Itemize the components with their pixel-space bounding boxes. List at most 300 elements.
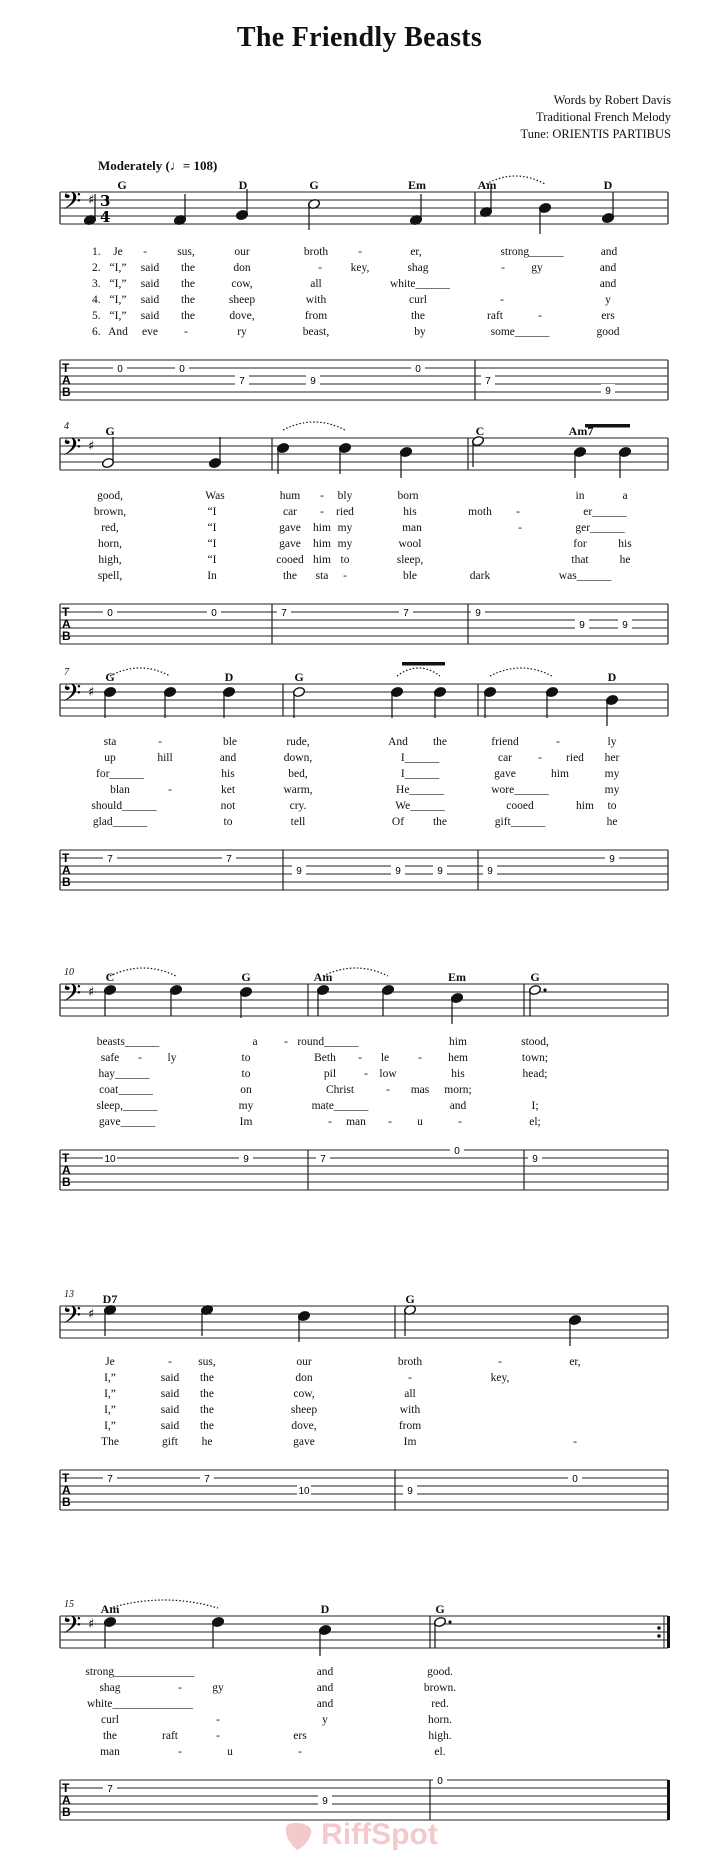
lyric-syllable: a <box>622 490 628 502</box>
tab-fret-number: 0 <box>572 1474 578 1485</box>
lyric-syllable: he <box>201 1436 213 1448</box>
chord-symbol: Em <box>408 178 426 192</box>
lyric-syllable: a <box>252 1036 258 1048</box>
lyric-syllable: - <box>386 1084 390 1096</box>
tab-clef-letter: A <box>62 1483 71 1497</box>
key-signature-sharp-icon: ♯ <box>88 1617 95 1632</box>
lyric-syllable: gave <box>279 522 301 534</box>
lyric-syllable: with <box>399 1404 421 1416</box>
lyric-syllable: - <box>168 1356 172 1368</box>
lyric-syllable: bed, <box>288 768 308 780</box>
chord-symbol: C <box>475 424 485 438</box>
chord-symbol: Am <box>100 1602 120 1616</box>
tab-fret-number: 0 <box>454 1146 460 1157</box>
lyric-syllable: He______ <box>396 784 444 796</box>
tab-fret-number: 9 <box>322 1796 328 1807</box>
lyric-syllable: to <box>241 1068 251 1080</box>
tab-fret-number: 9 <box>310 376 316 387</box>
lyric-syllable: Im <box>239 1116 253 1128</box>
lyric-syllable: rude, <box>286 736 310 748</box>
lyric-syllable: I,” <box>104 1388 116 1400</box>
lyric-syllable: ers <box>601 310 615 322</box>
lyric-syllable: and <box>219 752 237 764</box>
lyric-syllable: from <box>304 310 328 322</box>
tune-credit: Tune: ORIENTIS PARTIBUS <box>520 127 671 141</box>
lyric-syllable: and <box>316 1666 334 1678</box>
lyric-syllable: I; <box>531 1100 539 1112</box>
lyric-syllable: - <box>501 262 505 274</box>
lyric-syllable: warm, <box>283 784 313 796</box>
tab-clef-letter: B <box>62 1805 71 1819</box>
quarter-note-icon: ♩ <box>169 158 183 173</box>
lyric-syllable: - <box>500 294 504 306</box>
lyric-syllable: Beth <box>314 1052 336 1064</box>
tab-fret-number: 7 <box>226 854 232 865</box>
verse-number: 3. <box>92 278 101 290</box>
lyric-syllable: gift <box>162 1436 178 1448</box>
lyric-syllable: blan <box>110 784 130 796</box>
repeat-dot <box>657 1634 661 1638</box>
lyric-syllable: his <box>221 768 235 780</box>
tab-fret-number: 0 <box>179 364 185 375</box>
tab-fret-number: 9 <box>532 1154 538 1165</box>
lyric-syllable: by <box>414 326 426 338</box>
lyric-syllable: that <box>571 554 589 566</box>
lyric-syllable: Christ <box>325 1084 355 1096</box>
lyric-syllable: er, <box>569 1356 581 1368</box>
lyric-syllable: gave <box>293 1436 315 1448</box>
measure-number: 13 <box>64 1289 74 1300</box>
key-signature-sharp-icon: ♯ <box>88 985 95 1000</box>
key-signature-sharp-icon: ♯ <box>88 439 95 454</box>
verse-number: 4. <box>92 294 101 306</box>
lyric-syllable: “I <box>207 538 217 550</box>
lyric-syllable: for <box>573 538 587 550</box>
lyric-syllable: dark <box>469 570 491 582</box>
bass-clef-icon: 𝄢 <box>62 1301 82 1336</box>
time-signature-bottom: 4 <box>100 208 111 226</box>
lyric-syllable: - <box>388 1116 392 1128</box>
lyric-syllable: mas <box>410 1084 430 1096</box>
lyric-syllable: - <box>284 1036 288 1048</box>
lyric-syllable: I,” <box>104 1372 116 1384</box>
lyric-syllable: cry. <box>289 800 307 812</box>
tab-fret-number: 7 <box>107 1474 113 1485</box>
tab-clef-letter: T <box>62 1151 70 1165</box>
tab-fret-number: 7 <box>107 854 113 865</box>
lyric-syllable: In <box>207 570 217 582</box>
tab-fret-number: 0 <box>415 364 421 375</box>
lyric-syllable: hill <box>157 752 173 764</box>
lyric-syllable: don <box>233 262 251 274</box>
lyric-syllable: - <box>178 1746 182 1758</box>
lyric-syllable: gave <box>494 768 516 780</box>
lyric-syllable: “I,” <box>109 294 127 306</box>
lyric-syllable: - <box>458 1116 462 1128</box>
lyric-syllable: - <box>364 1068 368 1080</box>
key-signature-sharp-icon: ♯ <box>88 685 95 700</box>
lyric-syllable: said <box>160 1420 180 1432</box>
lyric-syllable: our <box>234 246 250 258</box>
lyric-syllable: - <box>358 1052 362 1064</box>
tab-clef-letter: T <box>62 361 70 375</box>
lyric-syllable: the <box>432 816 448 828</box>
slur-dotted <box>110 1600 218 1608</box>
tab-clef-letter: T <box>62 605 70 619</box>
lyric-syllable: good. <box>427 1666 453 1678</box>
lyric-syllable: wool <box>398 538 422 550</box>
lyric-syllable: - <box>498 1356 502 1368</box>
lyric-syllable: morn; <box>444 1084 472 1096</box>
lyric-syllable: mate______ <box>311 1100 369 1112</box>
lyric-syllable: cow, <box>231 278 253 290</box>
lyric-syllable: “I <box>207 506 217 518</box>
lyric-syllable: ried <box>336 506 354 518</box>
lyric-syllable: up <box>104 752 116 764</box>
tab-fret-number: 9 <box>487 866 493 877</box>
lyric-syllable: cooed <box>506 800 534 812</box>
lyric-syllable: gave______ <box>98 1116 156 1128</box>
lyric-syllable: our <box>296 1356 312 1368</box>
lyric-syllable: gy <box>212 1682 224 1694</box>
slur-dotted <box>323 968 388 976</box>
lyric-syllable: shag <box>99 1682 121 1694</box>
lyric-syllable: - <box>138 1052 142 1064</box>
lyric-syllable: not <box>220 800 236 812</box>
chord-symbol: G <box>435 1602 445 1616</box>
tab-fret-number: 9 <box>605 386 611 397</box>
lyric-syllable: I______ <box>400 768 440 780</box>
lyric-syllable: said <box>140 278 160 290</box>
lyric-syllable: key, <box>490 1372 510 1384</box>
lyric-syllable: u <box>227 1746 233 1758</box>
lyric-syllable: red, <box>101 522 119 534</box>
lyric-syllable: “I <box>207 554 217 566</box>
slur-dotted <box>110 968 176 976</box>
lyric-syllable: le <box>380 1052 390 1064</box>
lyric-syllable: - <box>143 246 147 258</box>
lyric-syllable: down, <box>283 752 313 764</box>
lyric-syllable: - <box>216 1730 220 1742</box>
bass-clef-icon: 𝄢 <box>62 433 82 468</box>
lyric-syllable: er______ <box>583 506 627 518</box>
lyric-syllable: - <box>358 246 362 258</box>
lyric-syllable: should______ <box>91 800 157 812</box>
chord-symbol: D <box>607 670 617 684</box>
final-tab-barline <box>667 1780 670 1820</box>
chord-symbol: D <box>320 1602 330 1616</box>
tab-fret-number: 9 <box>579 620 585 631</box>
chord-symbol: G <box>405 1292 415 1306</box>
chord-symbol: G <box>117 178 127 192</box>
verse-number: 1. <box>92 246 101 258</box>
bass-clef-icon: 𝄢 <box>62 979 82 1014</box>
chord-symbol: G <box>105 424 115 438</box>
lyric-syllable: eve <box>142 326 158 338</box>
lyric-syllable: man <box>402 522 422 534</box>
measure-number: 7 <box>64 667 69 678</box>
lyric-syllable: said <box>160 1404 180 1416</box>
lyric-syllable: ry <box>237 326 247 338</box>
tab-fret-number: 9 <box>395 866 401 877</box>
lyric-syllable: horn, <box>98 538 122 550</box>
song-title: The Friendly Beasts <box>236 22 483 53</box>
lyric-syllable: the <box>199 1404 215 1416</box>
logo-text: RiffSpot <box>321 1818 438 1851</box>
key-signature-sharp-icon: ♯ <box>88 1307 95 1322</box>
note-beam <box>402 662 445 666</box>
lyric-syllable: him <box>551 768 569 780</box>
tab-fret-number: 0 <box>107 608 113 619</box>
lyric-syllable: her <box>604 752 620 764</box>
lyric-syllable: hem <box>448 1052 468 1064</box>
lyric-syllable: him <box>576 800 594 812</box>
time-signature-top: 3 <box>100 192 111 210</box>
chord-symbol: G <box>294 670 304 684</box>
measure-number: 4 <box>64 421 69 432</box>
lyric-syllable: dove, <box>291 1420 317 1432</box>
chord-symbol: G <box>241 970 251 984</box>
lyric-syllable: he <box>619 554 631 566</box>
lyric-syllable: his <box>403 506 417 518</box>
lyric-syllable: in <box>575 490 585 502</box>
slur-dotted <box>110 668 170 676</box>
final-barline-thick <box>667 1616 670 1648</box>
lyric-syllable: from <box>398 1420 422 1432</box>
lyricist-credit: Words by Robert Davis <box>553 93 671 107</box>
lyric-syllable: - <box>298 1746 302 1758</box>
tab-fret-number: 0 <box>117 364 123 375</box>
lyric-syllable: the <box>180 310 196 322</box>
lyric-syllable: - <box>573 1436 577 1448</box>
lyric-syllable: man <box>100 1746 120 1758</box>
lyric-syllable: low <box>379 1068 397 1080</box>
tab-clef-letter: T <box>62 851 70 865</box>
lyric-syllable: he <box>606 816 618 828</box>
lyric-syllable: - <box>556 736 560 748</box>
lyric-syllable: Im <box>403 1436 417 1448</box>
lyric-syllable: I______ <box>400 752 440 764</box>
tab-clef-letter: B <box>62 1175 71 1189</box>
lyric-syllable: friend <box>491 736 519 748</box>
lyric-syllable: gy <box>531 262 543 274</box>
lyric-syllable: to <box>607 800 617 812</box>
lyric-syllable: man <box>346 1116 366 1128</box>
chord-symbol: D <box>238 178 248 192</box>
tab-clef-letter: A <box>62 373 71 387</box>
lyric-syllable: el; <box>529 1116 541 1128</box>
lyric-syllable: “I,” <box>109 278 127 290</box>
lyric-syllable: was______ <box>558 570 612 582</box>
verse-number: 6. <box>92 326 101 338</box>
lyric-syllable: y <box>605 294 611 306</box>
lyric-syllable: cow, <box>293 1388 315 1400</box>
lyric-syllable: red. <box>431 1698 449 1710</box>
lyric-syllable: el. <box>434 1746 446 1758</box>
chord-symbol: Em <box>448 970 466 984</box>
lyric-syllable: car <box>497 752 513 764</box>
lyric-syllable: beast, <box>302 326 330 338</box>
lyric-syllable: ble <box>402 570 418 582</box>
lyric-syllable: coat______ <box>99 1084 153 1096</box>
chord-symbol: D <box>224 670 234 684</box>
chord-symbol: G <box>309 178 319 192</box>
lyric-syllable: stood, <box>521 1036 549 1048</box>
lyric-syllable: - <box>343 570 347 582</box>
lyric-syllable: “I,” <box>109 262 127 274</box>
lyric-syllable: said <box>140 310 160 322</box>
lyric-syllable: - <box>328 1116 332 1128</box>
lyric-syllable: ried <box>566 752 584 764</box>
lyric-syllable: sleep, <box>396 554 424 566</box>
lyric-syllable: and <box>449 1100 467 1112</box>
lyric-syllable: curl <box>409 294 427 306</box>
lyric-syllable: shag <box>407 262 429 274</box>
lyric-syllable: safe <box>100 1052 120 1064</box>
lyric-syllable: good, <box>97 490 123 502</box>
lyric-syllable: his <box>451 1068 465 1080</box>
lyric-syllable: said <box>140 294 160 306</box>
lyric-syllable: moth <box>468 506 492 518</box>
tab-fret-number: 0 <box>437 1776 443 1787</box>
lyric-syllable: round______ <box>297 1036 359 1048</box>
lyric-syllable: high. <box>428 1730 452 1742</box>
tab-clef-letter: T <box>62 1471 70 1485</box>
lyric-syllable: cooed <box>276 554 304 566</box>
lyric-syllable: raft <box>487 310 503 322</box>
lyric-syllable: - <box>516 506 520 518</box>
dotted-note-dot <box>543 988 546 991</box>
tab-fret-number: 9 <box>609 854 615 865</box>
lyric-syllable: don <box>295 1372 313 1384</box>
lyric-syllable: all <box>404 1388 416 1400</box>
lyric-syllable: ers <box>293 1730 307 1742</box>
lyric-syllable: Was <box>205 490 225 502</box>
lyric-syllable: said <box>160 1372 180 1384</box>
tab-fret-number: 7 <box>239 376 245 387</box>
chord-symbol: Am7 <box>568 424 594 438</box>
lyric-syllable: to <box>241 1052 251 1064</box>
lyric-syllable: “I,” <box>109 310 127 322</box>
lyric-syllable: him <box>313 554 331 566</box>
lyric-syllable: glad______ <box>92 816 148 828</box>
tab-fret-number: 9 <box>243 1154 249 1165</box>
lyric-syllable: - <box>538 752 542 764</box>
lyric-syllable: horn. <box>428 1714 452 1726</box>
lyric-syllable: brown, <box>93 506 127 518</box>
tab-fret-number: 0 <box>211 608 217 619</box>
tab-fret-number: 10 <box>298 1486 310 1497</box>
slur-dotted <box>283 422 345 430</box>
tab-clef-letter: B <box>62 629 71 643</box>
lyric-syllable: sta <box>315 570 329 582</box>
lyric-syllable: - <box>178 1682 182 1694</box>
tab-clef-letter: T <box>62 1781 70 1795</box>
lyric-syllable: hay______ <box>98 1068 150 1080</box>
lyric-syllable: - <box>318 262 322 274</box>
guitar-pick-icon <box>281 1821 315 1851</box>
lyric-syllable: sheep <box>290 1404 318 1416</box>
lyric-syllable: And <box>388 736 408 748</box>
lyric-syllable: - <box>320 506 324 518</box>
lyric-syllable: my <box>337 538 353 550</box>
lyric-syllable: my <box>337 522 353 534</box>
tab-fret-number: 9 <box>475 608 481 619</box>
lyric-syllable: said <box>160 1388 180 1400</box>
lyric-syllable: the <box>199 1372 215 1384</box>
lyric-syllable: Je <box>105 1356 115 1368</box>
lyric-syllable: the <box>180 262 196 274</box>
tab-fret-number: 10 <box>104 1154 116 1165</box>
lyric-syllable: him <box>313 522 331 534</box>
measure-number: 15 <box>64 1599 74 1610</box>
lyric-syllable: to <box>340 554 350 566</box>
lyric-syllable: hum <box>279 490 301 502</box>
melody-credit: Traditional French Melody <box>536 110 671 124</box>
chord-symbol: Am <box>313 970 333 984</box>
lyric-syllable: And <box>108 326 128 338</box>
slur-dotted <box>490 668 552 676</box>
tab-clef-letter: B <box>62 385 71 399</box>
lyric-syllable: raft <box>162 1730 178 1742</box>
key-signature-sharp-icon: ♯ <box>88 193 95 208</box>
verse-number: 2. <box>92 262 101 274</box>
lyric-syllable: and <box>316 1698 334 1710</box>
lyric-syllable: sheep <box>228 294 256 306</box>
lyric-syllable: - <box>168 784 172 796</box>
lyric-syllable: broth <box>303 246 329 258</box>
lyric-syllable: spell, <box>97 570 123 582</box>
tempo-marking: Moderately (♩= 108) <box>98 158 218 173</box>
lyric-syllable: key, <box>350 262 370 274</box>
lyric-syllable: - <box>158 736 162 748</box>
measure-number: 10 <box>64 967 74 978</box>
lyric-syllable: the <box>180 294 196 306</box>
chord-symbol: G <box>530 970 540 984</box>
lyric-syllable: town; <box>521 1052 549 1064</box>
tab-fret-number: 7 <box>281 608 287 619</box>
lyric-syllable: and <box>599 278 617 290</box>
bass-clef-icon: 𝄢 <box>62 679 82 714</box>
lyric-syllable: The <box>101 1436 119 1448</box>
lyric-syllable: er, <box>410 246 422 258</box>
lyric-syllable: - <box>320 490 324 502</box>
tab-fret-number: 7 <box>403 608 409 619</box>
lyric-syllable: Je <box>113 246 123 258</box>
tab-fret-number: 7 <box>485 376 491 387</box>
verse-number: 5. <box>92 310 101 322</box>
lyric-syllable: him <box>313 538 331 550</box>
lyric-syllable: I,” <box>104 1420 116 1432</box>
lyric-syllable: high, <box>98 554 122 566</box>
lyric-syllable: ket <box>220 784 236 796</box>
tab-fret-number: 9 <box>622 620 628 631</box>
lyric-syllable: tell <box>290 816 306 828</box>
lyric-syllable: curl <box>101 1714 119 1726</box>
lyric-syllable: all <box>310 278 322 290</box>
lyric-syllable: white______________ <box>86 1698 194 1710</box>
lyric-syllable: Of <box>391 816 405 828</box>
tab-fret-number: 7 <box>107 1784 113 1795</box>
lyric-syllable: sus, <box>198 1356 216 1368</box>
lyric-syllable: - <box>518 522 522 534</box>
lyric-syllable: - <box>418 1052 422 1064</box>
lyric-syllable: born <box>397 490 419 502</box>
lyric-syllable: the <box>410 310 426 322</box>
chord-symbol: Am <box>477 178 497 192</box>
lyric-syllable: the <box>180 278 196 290</box>
lyric-syllable: the <box>199 1420 215 1432</box>
